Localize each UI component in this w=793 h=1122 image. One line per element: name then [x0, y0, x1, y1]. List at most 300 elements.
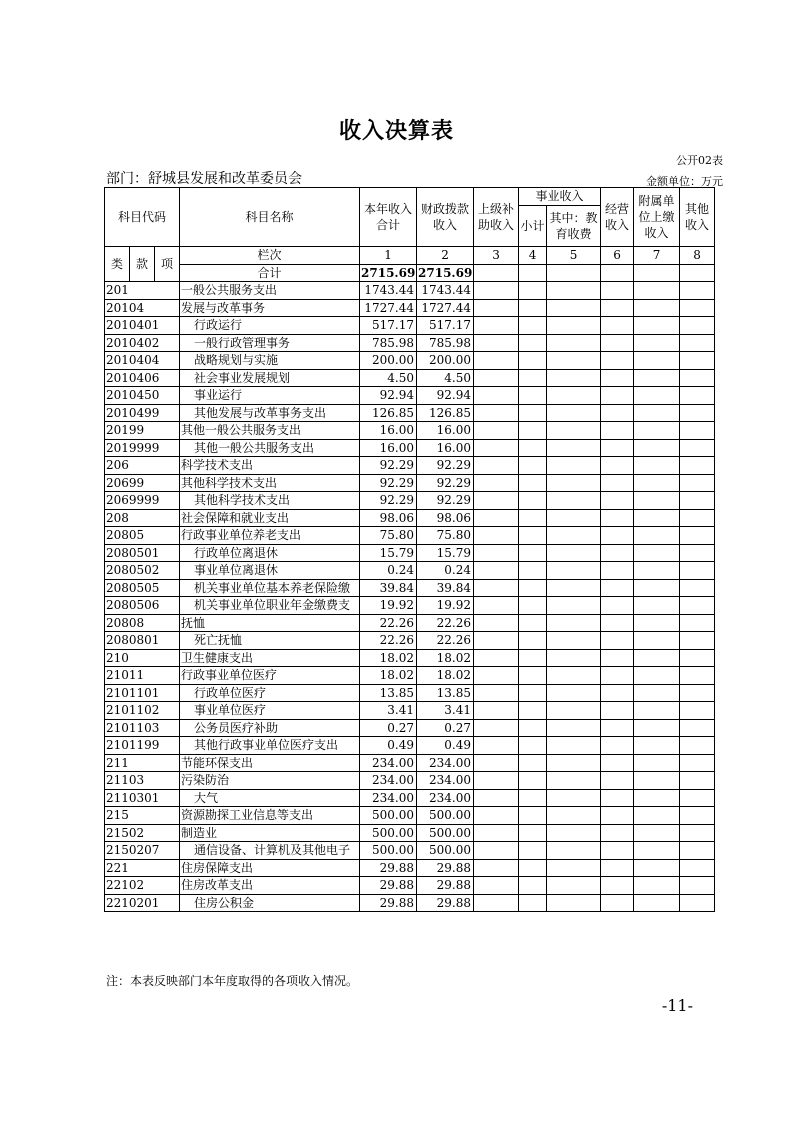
row-code: 211 — [105, 754, 180, 772]
empty-cell — [601, 474, 634, 492]
col-num-2: 2 — [417, 247, 474, 265]
empty-cell — [680, 264, 715, 282]
empty-cell — [601, 492, 634, 510]
empty-cell — [547, 334, 601, 352]
empty-cell — [474, 264, 519, 282]
empty-cell — [547, 282, 601, 300]
unit-label: 金额单位：万元 — [646, 175, 723, 188]
row-code: 2150207 — [105, 842, 180, 860]
row-name: 行政单位医疗 — [180, 684, 360, 702]
page-title: 收入决算表 — [338, 118, 454, 144]
header-other: 其他收入 — [680, 188, 715, 247]
row-code: 21011 — [105, 667, 180, 685]
empty-cell — [634, 544, 680, 562]
empty-cell — [547, 597, 601, 615]
empty-cell — [680, 859, 715, 877]
header-affiliated: 附属单位上缴收入 — [634, 188, 680, 247]
row-name: 行政事业单位医疗 — [180, 667, 360, 685]
total-row — [105, 264, 715, 282]
empty-cell — [634, 719, 680, 737]
row-name: 机关事业单位职业年金缴费支 — [180, 597, 360, 615]
table-row — [105, 824, 715, 842]
empty-cell — [519, 299, 547, 317]
empty-cell — [680, 457, 715, 475]
empty-cell — [547, 562, 601, 580]
empty-cell — [634, 807, 680, 825]
empty-cell — [634, 737, 680, 755]
empty-cell — [547, 807, 601, 825]
row-code: 20199 — [105, 422, 180, 440]
empty-cell — [547, 492, 601, 510]
table-row — [105, 317, 715, 335]
table-row — [105, 439, 715, 457]
empty-cell — [519, 772, 547, 790]
empty-cell — [680, 702, 715, 720]
empty-cell — [634, 474, 680, 492]
row-code: 2080502 — [105, 562, 180, 580]
row-code: 20104 — [105, 299, 180, 317]
empty-cell — [519, 544, 547, 562]
row-fiscal: 517.17 — [417, 317, 474, 335]
row-total-income: 234.00 — [360, 789, 417, 807]
header-edu: 其中：教育收费 — [547, 205, 601, 247]
row-total-income: 0.49 — [360, 737, 417, 755]
table-row — [105, 702, 715, 720]
row-name: 事业单位医疗 — [180, 702, 360, 720]
empty-cell — [634, 579, 680, 597]
total-label: 合计 — [180, 264, 360, 282]
empty-cell — [547, 439, 601, 457]
empty-cell — [601, 317, 634, 335]
empty-cell — [601, 334, 634, 352]
empty-cell — [474, 369, 519, 387]
empty-cell — [680, 632, 715, 650]
table-row — [105, 614, 715, 632]
empty-cell — [474, 387, 519, 405]
table-row — [105, 684, 715, 702]
row-fiscal: 98.06 — [417, 509, 474, 527]
row-fiscal: 785.98 — [417, 334, 474, 352]
empty-cell — [601, 824, 634, 842]
row-total-income: 92.29 — [360, 457, 417, 475]
row-total-income: 15.79 — [360, 544, 417, 562]
empty-cell — [547, 457, 601, 475]
empty-cell — [680, 492, 715, 510]
empty-cell — [474, 877, 519, 895]
empty-cell — [680, 667, 715, 685]
empty-cell — [474, 702, 519, 720]
empty-cell — [634, 789, 680, 807]
row-name: 住房保障支出 — [180, 859, 360, 877]
row-name: 发展与改革事务 — [180, 299, 360, 317]
row-total-income: 16.00 — [360, 422, 417, 440]
empty-cell — [601, 684, 634, 702]
row-name: 住房改革支出 — [180, 877, 360, 895]
row-code: 201 — [105, 282, 180, 300]
row-name: 其他行政事业单位医疗支出 — [180, 737, 360, 755]
row-code: 22102 — [105, 877, 180, 895]
row-name: 大气 — [180, 789, 360, 807]
row-total-income: 500.00 — [360, 807, 417, 825]
empty-cell — [547, 859, 601, 877]
row-code: 2101102 — [105, 702, 180, 720]
empty-cell — [547, 352, 601, 370]
row-total-income: 785.98 — [360, 334, 417, 352]
empty-cell — [547, 509, 601, 527]
row-name: 其他科学技术支出 — [180, 474, 360, 492]
empty-cell — [519, 369, 547, 387]
table-row — [105, 299, 715, 317]
row-fiscal: 3.41 — [417, 702, 474, 720]
empty-cell — [680, 807, 715, 825]
empty-cell — [519, 264, 547, 282]
empty-cell — [601, 544, 634, 562]
row-fiscal: 0.24 — [417, 562, 474, 580]
row-code: 2080506 — [105, 597, 180, 615]
row-name: 科学技术支出 — [180, 457, 360, 475]
empty-cell — [601, 772, 634, 790]
row-code: 2080801 — [105, 632, 180, 650]
income-table — [104, 187, 715, 912]
empty-cell — [547, 842, 601, 860]
table-row — [105, 807, 715, 825]
row-name: 卫生健康支出 — [180, 649, 360, 667]
empty-cell — [634, 842, 680, 860]
row-total-income: 500.00 — [360, 824, 417, 842]
empty-cell — [634, 772, 680, 790]
row-name: 其他科学技术支出 — [180, 492, 360, 510]
col-num-7: 7 — [634, 247, 680, 265]
row-fiscal: 234.00 — [417, 772, 474, 790]
header-kuan: 款 — [130, 247, 155, 282]
row-total-income: 98.06 — [360, 509, 417, 527]
empty-cell — [634, 824, 680, 842]
empty-cell — [547, 317, 601, 335]
row-name: 污染防治 — [180, 772, 360, 790]
row-total-income: 29.88 — [360, 877, 417, 895]
row-fiscal: 92.29 — [417, 457, 474, 475]
row-total-income: 4.50 — [360, 369, 417, 387]
row-code: 2101199 — [105, 737, 180, 755]
row-fiscal: 22.26 — [417, 632, 474, 650]
empty-cell — [547, 684, 601, 702]
table-row — [105, 877, 715, 895]
empty-cell — [680, 579, 715, 597]
department-label: 部门：舒城县发展和改革委员会 — [106, 171, 302, 187]
empty-cell — [601, 422, 634, 440]
row-total-income: 500.00 — [360, 842, 417, 860]
empty-cell — [547, 422, 601, 440]
empty-cell — [634, 667, 680, 685]
empty-cell — [474, 492, 519, 510]
row-code: 2101103 — [105, 719, 180, 737]
empty-cell — [519, 877, 547, 895]
empty-cell — [474, 789, 519, 807]
row-fiscal: 29.88 — [417, 859, 474, 877]
empty-cell — [474, 859, 519, 877]
table-row — [105, 422, 715, 440]
empty-cell — [634, 387, 680, 405]
empty-cell — [601, 702, 634, 720]
empty-cell — [519, 404, 547, 422]
empty-cell — [634, 334, 680, 352]
empty-cell — [474, 684, 519, 702]
empty-cell — [519, 474, 547, 492]
row-name: 节能环保支出 — [180, 754, 360, 772]
empty-cell — [474, 667, 519, 685]
header-total-income: 本年收入合计 — [360, 188, 417, 247]
empty-cell — [634, 649, 680, 667]
empty-cell — [634, 317, 680, 335]
empty-cell — [601, 457, 634, 475]
empty-cell — [601, 789, 634, 807]
empty-cell — [519, 737, 547, 755]
empty-cell — [547, 649, 601, 667]
empty-cell — [519, 824, 547, 842]
empty-cell — [519, 719, 547, 737]
row-code: 2080505 — [105, 579, 180, 597]
empty-cell — [519, 807, 547, 825]
empty-cell — [547, 614, 601, 632]
empty-cell — [474, 614, 519, 632]
empty-cell — [474, 299, 519, 317]
empty-cell — [547, 877, 601, 895]
empty-cell — [519, 614, 547, 632]
header-subsidy: 上级补助收入 — [474, 188, 519, 247]
empty-cell — [680, 684, 715, 702]
empty-cell — [474, 544, 519, 562]
empty-cell — [601, 299, 634, 317]
empty-cell — [474, 894, 519, 912]
empty-cell — [474, 579, 519, 597]
empty-cell — [601, 632, 634, 650]
empty-cell — [474, 649, 519, 667]
row-total-income: 92.29 — [360, 474, 417, 492]
empty-cell — [601, 719, 634, 737]
table-row — [105, 632, 715, 650]
empty-cell — [601, 562, 634, 580]
row-fiscal: 500.00 — [417, 842, 474, 860]
row-total-income: 200.00 — [360, 352, 417, 370]
empty-cell — [680, 474, 715, 492]
row-code: 2210201 — [105, 894, 180, 912]
row-total-income: 22.26 — [360, 632, 417, 650]
empty-cell — [474, 334, 519, 352]
table-row — [105, 492, 715, 510]
row-code: 2080501 — [105, 544, 180, 562]
empty-cell — [547, 719, 601, 737]
empty-cell — [680, 352, 715, 370]
empty-cell — [601, 264, 634, 282]
header-xiang: 项 — [155, 247, 180, 282]
row-code: 2010401 — [105, 317, 180, 335]
header-subtotal: 小计 — [519, 205, 547, 247]
row-total-income: 29.88 — [360, 859, 417, 877]
row-fiscal: 1743.44 — [417, 282, 474, 300]
empty-cell — [634, 632, 680, 650]
empty-cell — [680, 877, 715, 895]
empty-cell — [634, 264, 680, 282]
empty-cell — [547, 737, 601, 755]
empty-cell — [601, 404, 634, 422]
empty-cell — [634, 404, 680, 422]
table-row — [105, 562, 715, 580]
row-name: 战略规划与实施 — [180, 352, 360, 370]
empty-cell — [547, 474, 601, 492]
row-total-income: 18.02 — [360, 649, 417, 667]
empty-cell — [474, 824, 519, 842]
row-total-income: 1743.44 — [360, 282, 417, 300]
empty-cell — [680, 369, 715, 387]
row-code: 206 — [105, 457, 180, 475]
empty-cell — [547, 404, 601, 422]
empty-cell — [601, 667, 634, 685]
empty-cell — [634, 439, 680, 457]
table-row — [105, 282, 715, 300]
row-fiscal: 500.00 — [417, 807, 474, 825]
col-num-6: 6 — [601, 247, 634, 265]
row-code: 2101101 — [105, 684, 180, 702]
row-total-income: 16.00 — [360, 439, 417, 457]
empty-cell — [474, 842, 519, 860]
empty-cell — [519, 789, 547, 807]
empty-cell — [474, 317, 519, 335]
table-row — [105, 457, 715, 475]
empty-cell — [519, 754, 547, 772]
empty-cell — [680, 737, 715, 755]
empty-cell — [601, 369, 634, 387]
empty-cell — [601, 387, 634, 405]
empty-cell — [519, 702, 547, 720]
empty-cell — [519, 579, 547, 597]
row-fiscal: 18.02 — [417, 649, 474, 667]
empty-cell — [634, 614, 680, 632]
row-fiscal: 75.80 — [417, 527, 474, 545]
empty-cell — [634, 527, 680, 545]
empty-cell — [519, 509, 547, 527]
empty-cell — [474, 404, 519, 422]
empty-cell — [519, 387, 547, 405]
empty-cell — [474, 807, 519, 825]
row-fiscal: 200.00 — [417, 352, 474, 370]
header-column-label: 栏次 — [180, 247, 360, 265]
row-name: 行政单位离退休 — [180, 544, 360, 562]
row-fiscal: 0.27 — [417, 719, 474, 737]
row-name: 公务员医疗补助 — [180, 719, 360, 737]
empty-cell — [680, 754, 715, 772]
row-name: 社会事业发展规划 — [180, 369, 360, 387]
row-code: 208 — [105, 509, 180, 527]
empty-cell — [474, 632, 519, 650]
empty-cell — [547, 789, 601, 807]
row-fiscal: 92.29 — [417, 474, 474, 492]
row-fiscal: 500.00 — [417, 824, 474, 842]
empty-cell — [519, 492, 547, 510]
empty-cell — [634, 877, 680, 895]
row-fiscal: 234.00 — [417, 789, 474, 807]
empty-cell — [601, 754, 634, 772]
empty-cell — [547, 632, 601, 650]
row-total-income: 0.27 — [360, 719, 417, 737]
col-num-5: 5 — [547, 247, 601, 265]
row-total-income: 92.29 — [360, 492, 417, 510]
col-num-1: 1 — [360, 247, 417, 265]
table-row — [105, 579, 715, 597]
header-subject-name: 科目名称 — [180, 188, 360, 247]
empty-cell — [474, 457, 519, 475]
row-code: 2010406 — [105, 369, 180, 387]
table-row — [105, 649, 715, 667]
empty-cell — [634, 684, 680, 702]
table-row — [105, 754, 715, 772]
empty-cell — [634, 422, 680, 440]
empty-cell — [680, 824, 715, 842]
empty-cell — [680, 772, 715, 790]
header-fiscal: 财政拨款收入 — [417, 188, 474, 247]
empty-cell — [474, 422, 519, 440]
table-row — [105, 859, 715, 877]
empty-cell — [680, 439, 715, 457]
total-income-value: 2715.69 — [361, 265, 416, 280]
empty-cell — [680, 842, 715, 860]
row-fiscal: 29.88 — [417, 877, 474, 895]
table-row — [105, 737, 715, 755]
row-name: 资源勘探工业信息等支出 — [180, 807, 360, 825]
empty-cell — [601, 649, 634, 667]
row-fiscal: 16.00 — [417, 439, 474, 457]
row-fiscal: 13.85 — [417, 684, 474, 702]
empty-cell — [474, 737, 519, 755]
row-code: 215 — [105, 807, 180, 825]
empty-cell — [474, 282, 519, 300]
row-code: 210 — [105, 649, 180, 667]
row-code: 2010404 — [105, 352, 180, 370]
col-num-3: 3 — [474, 247, 519, 265]
row-total-income: 29.88 — [360, 894, 417, 912]
row-name: 一般行政管理事务 — [180, 334, 360, 352]
empty-cell — [601, 614, 634, 632]
row-total-income: 126.85 — [360, 404, 417, 422]
empty-cell — [680, 562, 715, 580]
row-code: 2110301 — [105, 789, 180, 807]
row-total-income: 22.26 — [360, 614, 417, 632]
empty-cell — [474, 754, 519, 772]
empty-cell — [680, 649, 715, 667]
row-code: 20699 — [105, 474, 180, 492]
row-fiscal: 1727.44 — [417, 299, 474, 317]
empty-cell — [474, 562, 519, 580]
empty-cell — [680, 404, 715, 422]
table-row — [105, 369, 715, 387]
table-row — [105, 334, 715, 352]
empty-cell — [680, 544, 715, 562]
table-note: 注：本表反映部门本年度取得的各项收入情况。 — [106, 974, 359, 988]
row-code: 2010402 — [105, 334, 180, 352]
empty-cell — [634, 492, 680, 510]
row-total-income: 0.24 — [360, 562, 417, 580]
table-row — [105, 544, 715, 562]
empty-cell — [474, 474, 519, 492]
empty-cell — [547, 369, 601, 387]
row-fiscal: 15.79 — [417, 544, 474, 562]
row-fiscal: 4.50 — [417, 369, 474, 387]
table-row — [105, 404, 715, 422]
row-fiscal: 234.00 — [417, 754, 474, 772]
table-row — [105, 842, 715, 860]
empty-cell — [547, 894, 601, 912]
empty-cell — [680, 317, 715, 335]
header-subject-code: 科目代码 — [105, 188, 180, 247]
